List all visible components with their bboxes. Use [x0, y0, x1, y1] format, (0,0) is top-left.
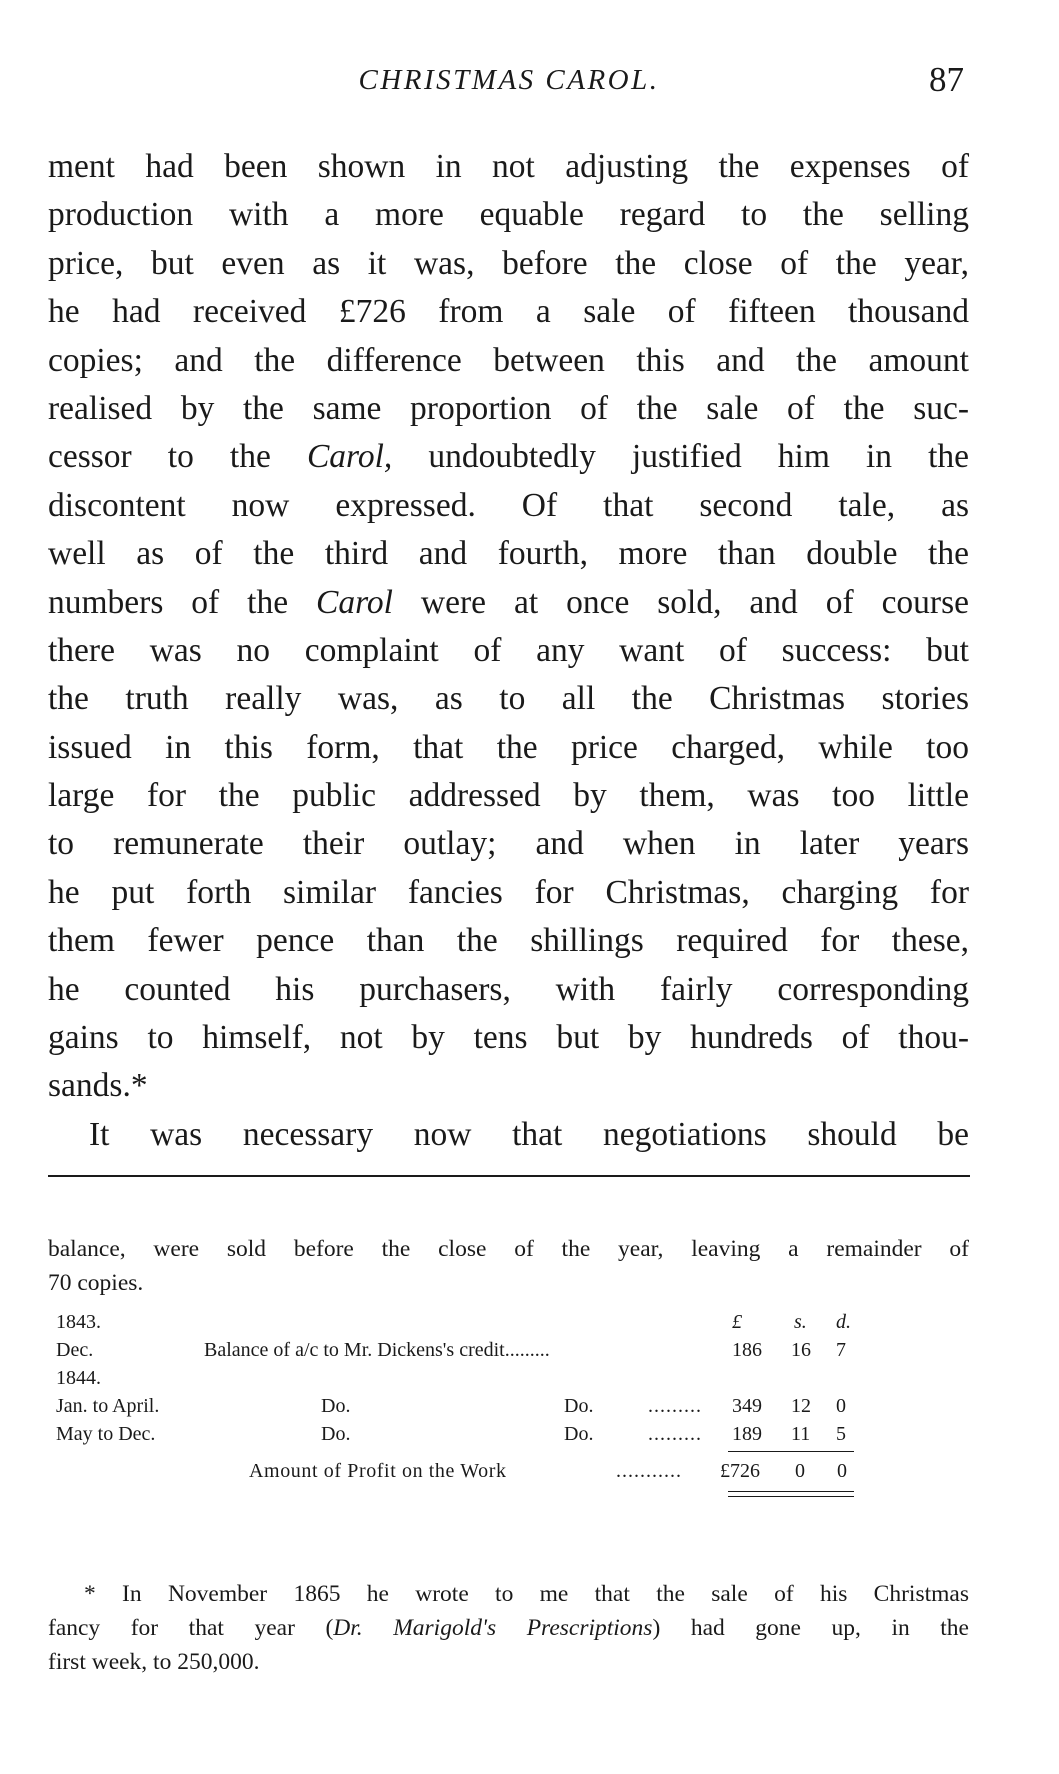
total-double-rule: [728, 1491, 854, 1497]
total-label: Amount of Profit on the Work: [249, 1460, 507, 1482]
footnote: [48, 1577, 969, 1679]
total-shillings: 0: [795, 1460, 805, 1482]
text-line: issued in this form, that the price charged, while too: [48, 728, 969, 766]
text-line: there was no complaint of any want of success: but: [48, 631, 969, 669]
text-run: cessor to the: [48, 438, 307, 476]
main-text: [48, 143, 969, 1159]
table-row: [56, 1364, 886, 1392]
pence-cell: 0: [836, 1395, 846, 1417]
leader-dots: .........: [648, 1423, 702, 1445]
text-run: numbers of the: [48, 583, 317, 621]
text-line: copies; and the difference between this and the amount: [48, 341, 969, 379]
total-pence: 0: [837, 1460, 847, 1482]
text-line: to remunerate their outlay; and when in later years: [48, 825, 969, 863]
text-line: he counted his purchasers, with fairly corresponding: [48, 970, 969, 1008]
leader-dots: ...........: [616, 1460, 682, 1482]
ditto-cell: Do.: [321, 1395, 351, 1417]
text-line: price, but even as it was, before the close of the year,: [48, 244, 969, 282]
pence-column-header: d.: [836, 1311, 851, 1333]
text-line: the truth really was, as to all the Christmas stories: [48, 680, 969, 718]
text-line: gains to himself, not by tens but by hundreds of thou-: [48, 1019, 969, 1057]
ditto-cell: Do.: [564, 1395, 594, 1417]
leader-dots: .........: [648, 1395, 702, 1417]
total-row: [56, 1454, 886, 1488]
text-run: fancy for that year (: [48, 1615, 334, 1641]
shillings-cell: 12: [791, 1395, 811, 1417]
year-label: 1843.: [56, 1311, 101, 1333]
text-line: he had received £726 from a sale of fifteen thousand: [48, 293, 969, 331]
total-pounds: £726: [720, 1460, 760, 1482]
italic-title-carol: Carol,: [306, 438, 393, 476]
text-run: were at once sold, and of course: [392, 583, 969, 621]
footnote-line: balance, were sold before the close of the year, leaving a remainder of: [48, 1236, 969, 1262]
ditto-cell: Do.: [321, 1423, 351, 1445]
italic-title: Dr. Marigold's Prescriptions: [333, 1615, 653, 1641]
shillings-cell: 11: [791, 1423, 811, 1445]
text-line: well as of the third and fourth, more than double the: [48, 535, 969, 573]
text-run: undoubtedly justified him in the: [392, 438, 970, 476]
footnote-line: * In November 1865 he wrote to me that the sale of his Christmas: [84, 1581, 969, 1607]
sum-rule: [728, 1451, 854, 1452]
pounds-cell: 189: [732, 1423, 762, 1445]
table-row: [56, 1392, 886, 1420]
text-line: [48, 433, 969, 481]
text-line: discontent now expressed. Of that second tale, as: [48, 486, 969, 524]
period-cell: Jan. to April.: [56, 1395, 160, 1417]
table-row: [56, 1420, 886, 1448]
text-line: sands.*: [48, 1067, 148, 1105]
shillings-column-header: s.: [794, 1311, 807, 1333]
year-label: 1844.: [56, 1367, 101, 1389]
pence-cell: 5: [836, 1423, 846, 1445]
footnote-separator-rule: [48, 1175, 970, 1177]
ditto-cell: Do.: [564, 1423, 594, 1445]
text-line: production with a more equable regard to the selling: [48, 196, 969, 234]
period-cell: Dec.: [56, 1339, 94, 1361]
text-run: ) had gone up, in the: [652, 1615, 969, 1641]
italic-title-carol: Carol: [316, 583, 393, 621]
pounds-cell: 349: [732, 1395, 762, 1417]
text-line: large for the public addressed by them, was too little: [48, 777, 969, 815]
table-row: [56, 1308, 886, 1336]
text-line: them fewer pence than the shillings required for these,: [48, 922, 969, 960]
footnote-line: first week, to 250,000.: [48, 1649, 260, 1675]
pence-cell: 7: [836, 1339, 846, 1361]
text-line: [48, 579, 969, 627]
text-line: ment had been shown in not adjusting the expenses of: [48, 148, 969, 185]
pounds-column-header: £: [732, 1311, 742, 1333]
pounds-cell: 186: [732, 1339, 762, 1361]
page-number: 87: [929, 60, 964, 99]
footnote-line: 70 copies.: [48, 1270, 144, 1296]
table-row: [56, 1336, 886, 1364]
page-header: [48, 60, 970, 110]
running-title: CHRISTMAS CAROL.: [358, 64, 660, 96]
text-line: It was necessary now that negotiations should be: [89, 1115, 969, 1153]
footnote-continuation: [48, 1232, 969, 1300]
text-line: realised by the same proportion of the sale of the suc-: [48, 389, 969, 427]
period-cell: May to Dec.: [56, 1423, 156, 1445]
description-cell: Balance of a/c to Mr. Dickens's credit.........: [204, 1339, 550, 1361]
profit-account-table: [56, 1308, 886, 1488]
shillings-cell: 16: [791, 1339, 811, 1361]
text-line: he put forth similar fancies for Christmas, charging for: [48, 873, 969, 911]
footnote-line: [48, 1611, 969, 1645]
